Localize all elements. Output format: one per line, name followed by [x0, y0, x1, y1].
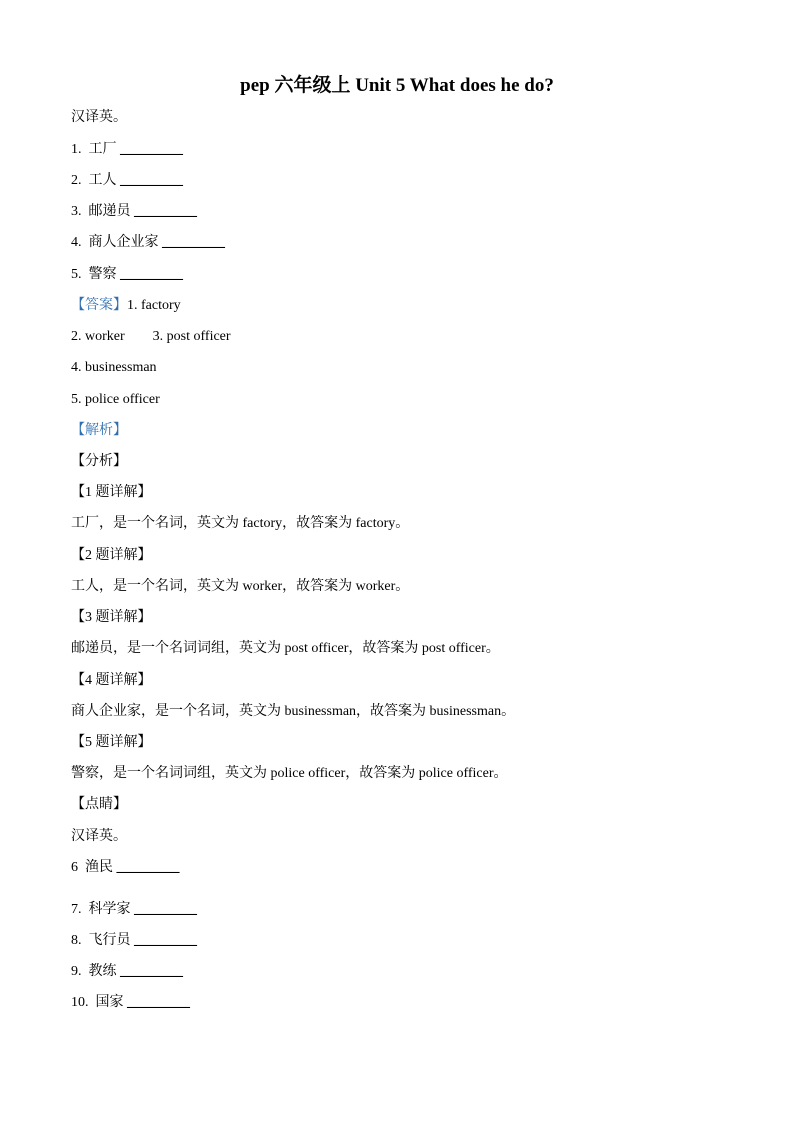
question-2 [71, 172, 183, 190]
question-text: 教练 [88, 964, 117, 979]
analysis-tag: 【解析】 [71, 423, 127, 438]
answer-line-2 [71, 328, 231, 346]
question-4 [71, 234, 225, 252]
question-text: 邮递员 [88, 204, 131, 219]
answer-blank: _________ [162, 235, 225, 250]
answer-blank: _________ [134, 933, 197, 948]
question-number: 8. [71, 933, 82, 948]
detail-2-text: 工人，是一个名词，英文为 worker，故答案为 worker。 [71, 579, 410, 594]
detail-3-text: 邮递员，是一个名词词组，英文为 post officer，故答案为 post officer。 [71, 641, 500, 656]
answer-blank: _________ [134, 204, 197, 219]
question-8 [71, 932, 197, 950]
instruction: 汉译英。 [71, 110, 127, 125]
detail-1-tag: 【1 题详解】 [71, 485, 152, 500]
question-3 [71, 203, 197, 221]
detail-2-tag: 【2 题详解】 [71, 548, 152, 563]
detail-4-text: 商人企业家，是一个名词，英文为 businessman，故答案为 businessman。 [71, 704, 516, 719]
question-text: 工厂 [88, 142, 117, 157]
question-5 [71, 266, 183, 284]
question-text: 商人企业家 [88, 235, 159, 250]
answer-2: 2. worker [71, 329, 125, 344]
answer-3: 3. post officer [152, 329, 231, 344]
question-7 [71, 901, 197, 919]
answer-line-1 [71, 297, 181, 315]
detail-5-text: 警察，是一个名词词组，英文为 police officer，故答案为 police officer。 [71, 766, 508, 781]
question-9 [71, 963, 183, 981]
question-text: 警察 [88, 267, 117, 282]
question-number: 1. [71, 142, 82, 157]
question-text: 工人 [88, 173, 117, 188]
page-title: pep 六年级上 Unit 5 What does he do? [240, 75, 554, 96]
dianjing-tag: 【点睛】 [71, 797, 127, 812]
question-text: 国家 [95, 995, 124, 1010]
answer-5: 5. police officer [71, 392, 160, 407]
question-text: 飞行员 [88, 933, 131, 948]
detail-1-text: 工厂，是一个名词，英文为 factory，故答案为 factory。 [71, 516, 410, 531]
answer-blank: _________ [116, 860, 180, 875]
question-number: 6 [71, 860, 78, 875]
question-6 [71, 859, 180, 877]
question-number: 3. [71, 204, 82, 219]
answer-tag: 【答案】 [71, 298, 127, 313]
question-1 [71, 141, 183, 159]
answer-blank: _________ [120, 267, 183, 282]
question-text: 渔民 [85, 860, 113, 875]
answer-blank: _________ [120, 142, 183, 157]
answer-blank: _________ [120, 964, 183, 979]
detail-5-tag: 【5 题详解】 [71, 735, 152, 750]
instruction-2: 汉译英。 [71, 829, 127, 844]
question-text: 科学家 [88, 902, 131, 917]
question-number: 5. [71, 267, 82, 282]
answer-blank: _________ [127, 995, 190, 1010]
question-number: 2. [71, 173, 82, 188]
answer-blank: _________ [134, 902, 197, 917]
question-number: 10. [71, 995, 89, 1010]
answer-blank: _________ [120, 173, 183, 188]
question-number: 7. [71, 902, 82, 917]
detail-4-tag: 【4 题详解】 [71, 673, 152, 688]
answer-4: 4. businessman [71, 360, 157, 375]
question-10 [71, 994, 190, 1012]
detail-3-tag: 【3 题详解】 [71, 610, 152, 625]
fenxi-tag: 【分析】 [71, 454, 127, 469]
question-number: 9. [71, 964, 82, 979]
answer-1: 1. factory [127, 298, 181, 313]
question-number: 4. [71, 235, 82, 250]
